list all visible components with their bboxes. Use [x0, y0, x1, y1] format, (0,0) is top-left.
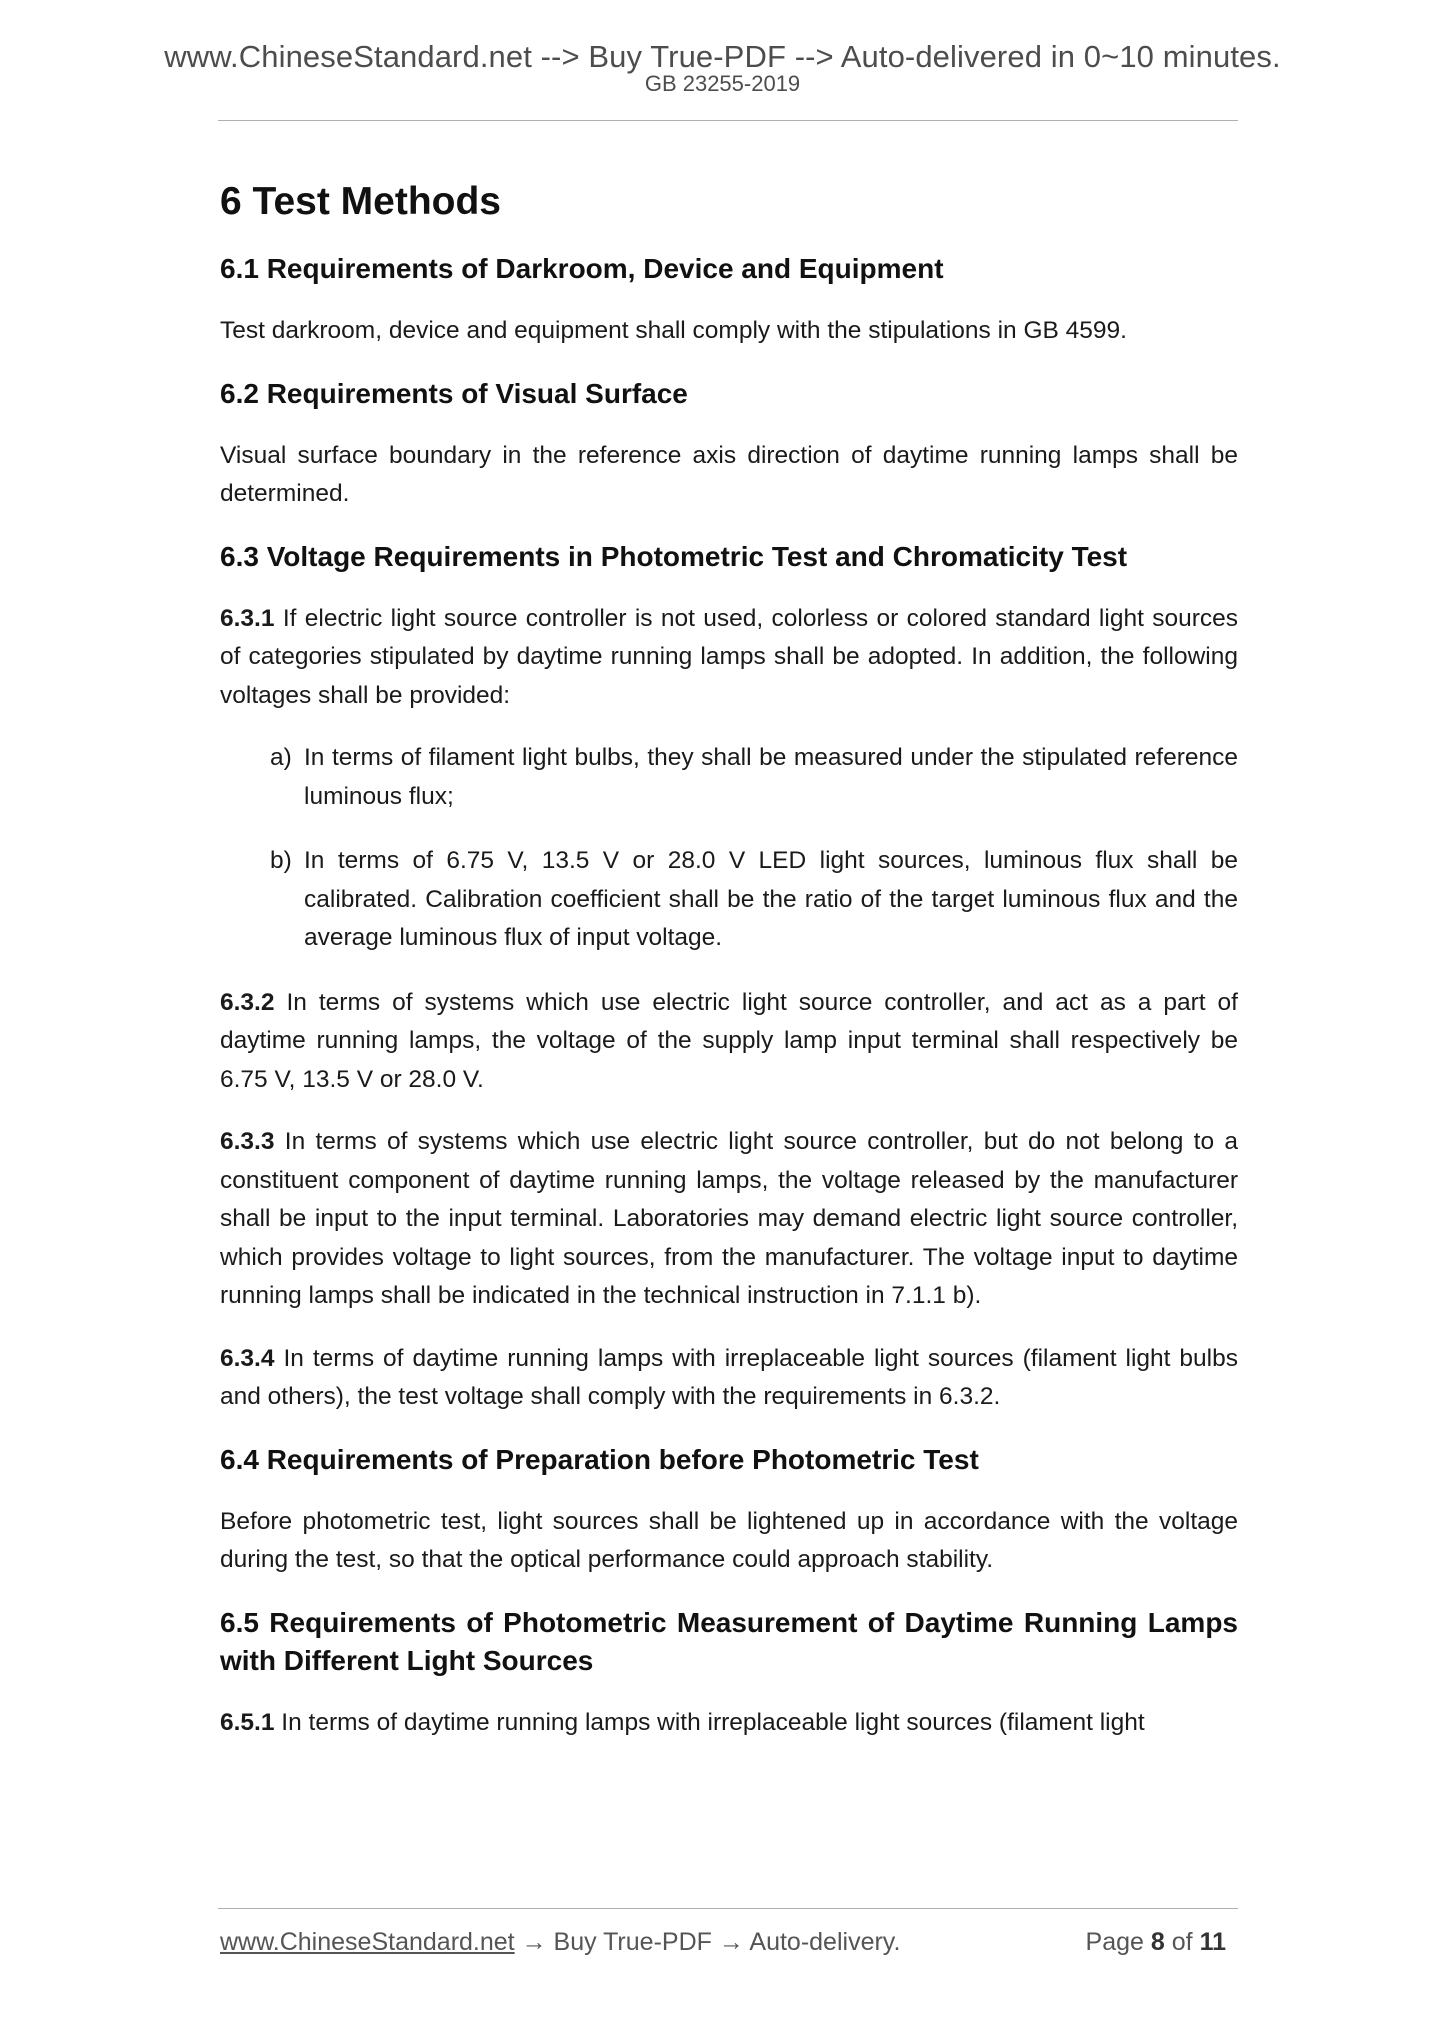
list-marker: b): [270, 847, 292, 874]
heading-6-3: 6.3 Voltage Requirements in Photometric Test and Chromaticity Test: [220, 540, 1128, 572]
paragraph-6-5-1: [220, 1704, 1238, 1743]
paragraph-6-3-3: [220, 1123, 1238, 1316]
standard-code: GB 23255-2019: [644, 71, 801, 96]
list-item: [270, 842, 1238, 958]
header-rule: [218, 120, 1238, 121]
of-label: of: [1171, 1928, 1193, 1956]
paragraph-6-3-1: [220, 600, 1238, 716]
clause-number: 6.3.1: [220, 604, 275, 632]
footer-promo: [220, 1925, 900, 1959]
website-link[interactable]: www.ChineseStandard.net: [220, 1928, 515, 1956]
footer-tail-text: → Buy True-PDF → Auto-delivery.: [514, 1928, 901, 1956]
list-item-text: In terms of 6.75 V, 13.5 V or 28.0 V LED light sources, luminous flux shall be calibrated. Calibration coefficient shall be the ratio of the target luminous flux and the average luminous flux of input voltage.: [304, 847, 1238, 951]
footer-rule: [218, 1908, 1238, 1909]
section-6-title: 6 Test Methods: [220, 180, 501, 223]
total-pages-number: 11: [1199, 1928, 1226, 1956]
page-footer: [220, 1925, 1238, 1959]
list-marker: a): [270, 744, 292, 771]
clause-text: In terms of systems which use electric light source controller, but do not belong to a constituent component of daytime running lamps, the voltage released by the manufacturer shall be input to the input terminal. Laboratories may demand electric light source controller, which provides voltage to light sources, from the manufacturer. The voltage input to daytime running lamps shall be indicated in the technical instruction in 7.1.1 b).: [220, 1128, 1238, 1309]
heading-6-5: 6.5 Requirements of Photometric Measurement of Daytime Running Lamps with Different Light Sources: [220, 1606, 1238, 1676]
clause-text: In terms of daytime running lamps with irreplaceable light sources (filament light bulbs and others), the test voltage shall comply with the requirements in 6.3.2.: [220, 1344, 1238, 1410]
clause-text: In terms of systems which use electric light source controller, and act as a part of daytime running lamps, the voltage of the supply lamp input terminal shall respectively be 6.75 V, 13.5 V or 28.0 V.: [220, 988, 1238, 1093]
heading-6-1: 6.1 Requirements of Darkroom, Device and Equipment: [220, 253, 944, 284]
page-content: [220, 178, 1238, 1766]
paragraph-6-3-4: [220, 1340, 1238, 1417]
page-label: Page: [1085, 1928, 1144, 1956]
current-page-number: 8: [1150, 1928, 1165, 1956]
heading-6-4: 6.4 Requirements of Preparation before Photometric Test: [220, 1443, 979, 1475]
paragraph-6-4: Before photometric test, light sources shall be lightened up in accordance with the voltage during the test, so that the optical performance could approach stability.: [220, 1507, 1238, 1573]
clause-number: 6.3.2: [220, 988, 275, 1016]
top-banner: www.ChineseStandard.net --> Buy True-PDF --> Auto-delivered in 0~10 minutes.: [164, 39, 1281, 74]
clause-text: If electric light source controller is not used, colorless or colored standard light sources of categories stipulated by daytime running lamps shall be adopted. In addition, the following voltages shall be provided:: [220, 604, 1238, 709]
clause-number: 6.3.3: [220, 1128, 275, 1155]
clause-number: 6.3.4: [220, 1344, 275, 1372]
clause-number: 6.5.1: [220, 1708, 275, 1736]
list-item: [270, 739, 1238, 816]
page-indicator: [1086, 1925, 1226, 1959]
voltage-list: [270, 739, 1238, 958]
heading-6-2: 6.2 Requirements of Visual Surface: [220, 377, 688, 409]
paragraph-6-1: Test darkroom, device and equipment shall comply with the stipulations in GB 4599.: [220, 317, 1127, 344]
clause-text: In terms of daytime running lamps with irreplaceable light sources (filament light: [274, 1708, 1145, 1736]
paragraph-6-2: Visual surface boundary in the reference axis direction of daytime running lamps shall be determined.: [220, 441, 1238, 507]
list-item-text: In terms of filament light bulbs, they shall be measured under the stipulated reference luminous flux;: [304, 744, 1238, 810]
paragraph-6-3-2: [220, 984, 1238, 1100]
